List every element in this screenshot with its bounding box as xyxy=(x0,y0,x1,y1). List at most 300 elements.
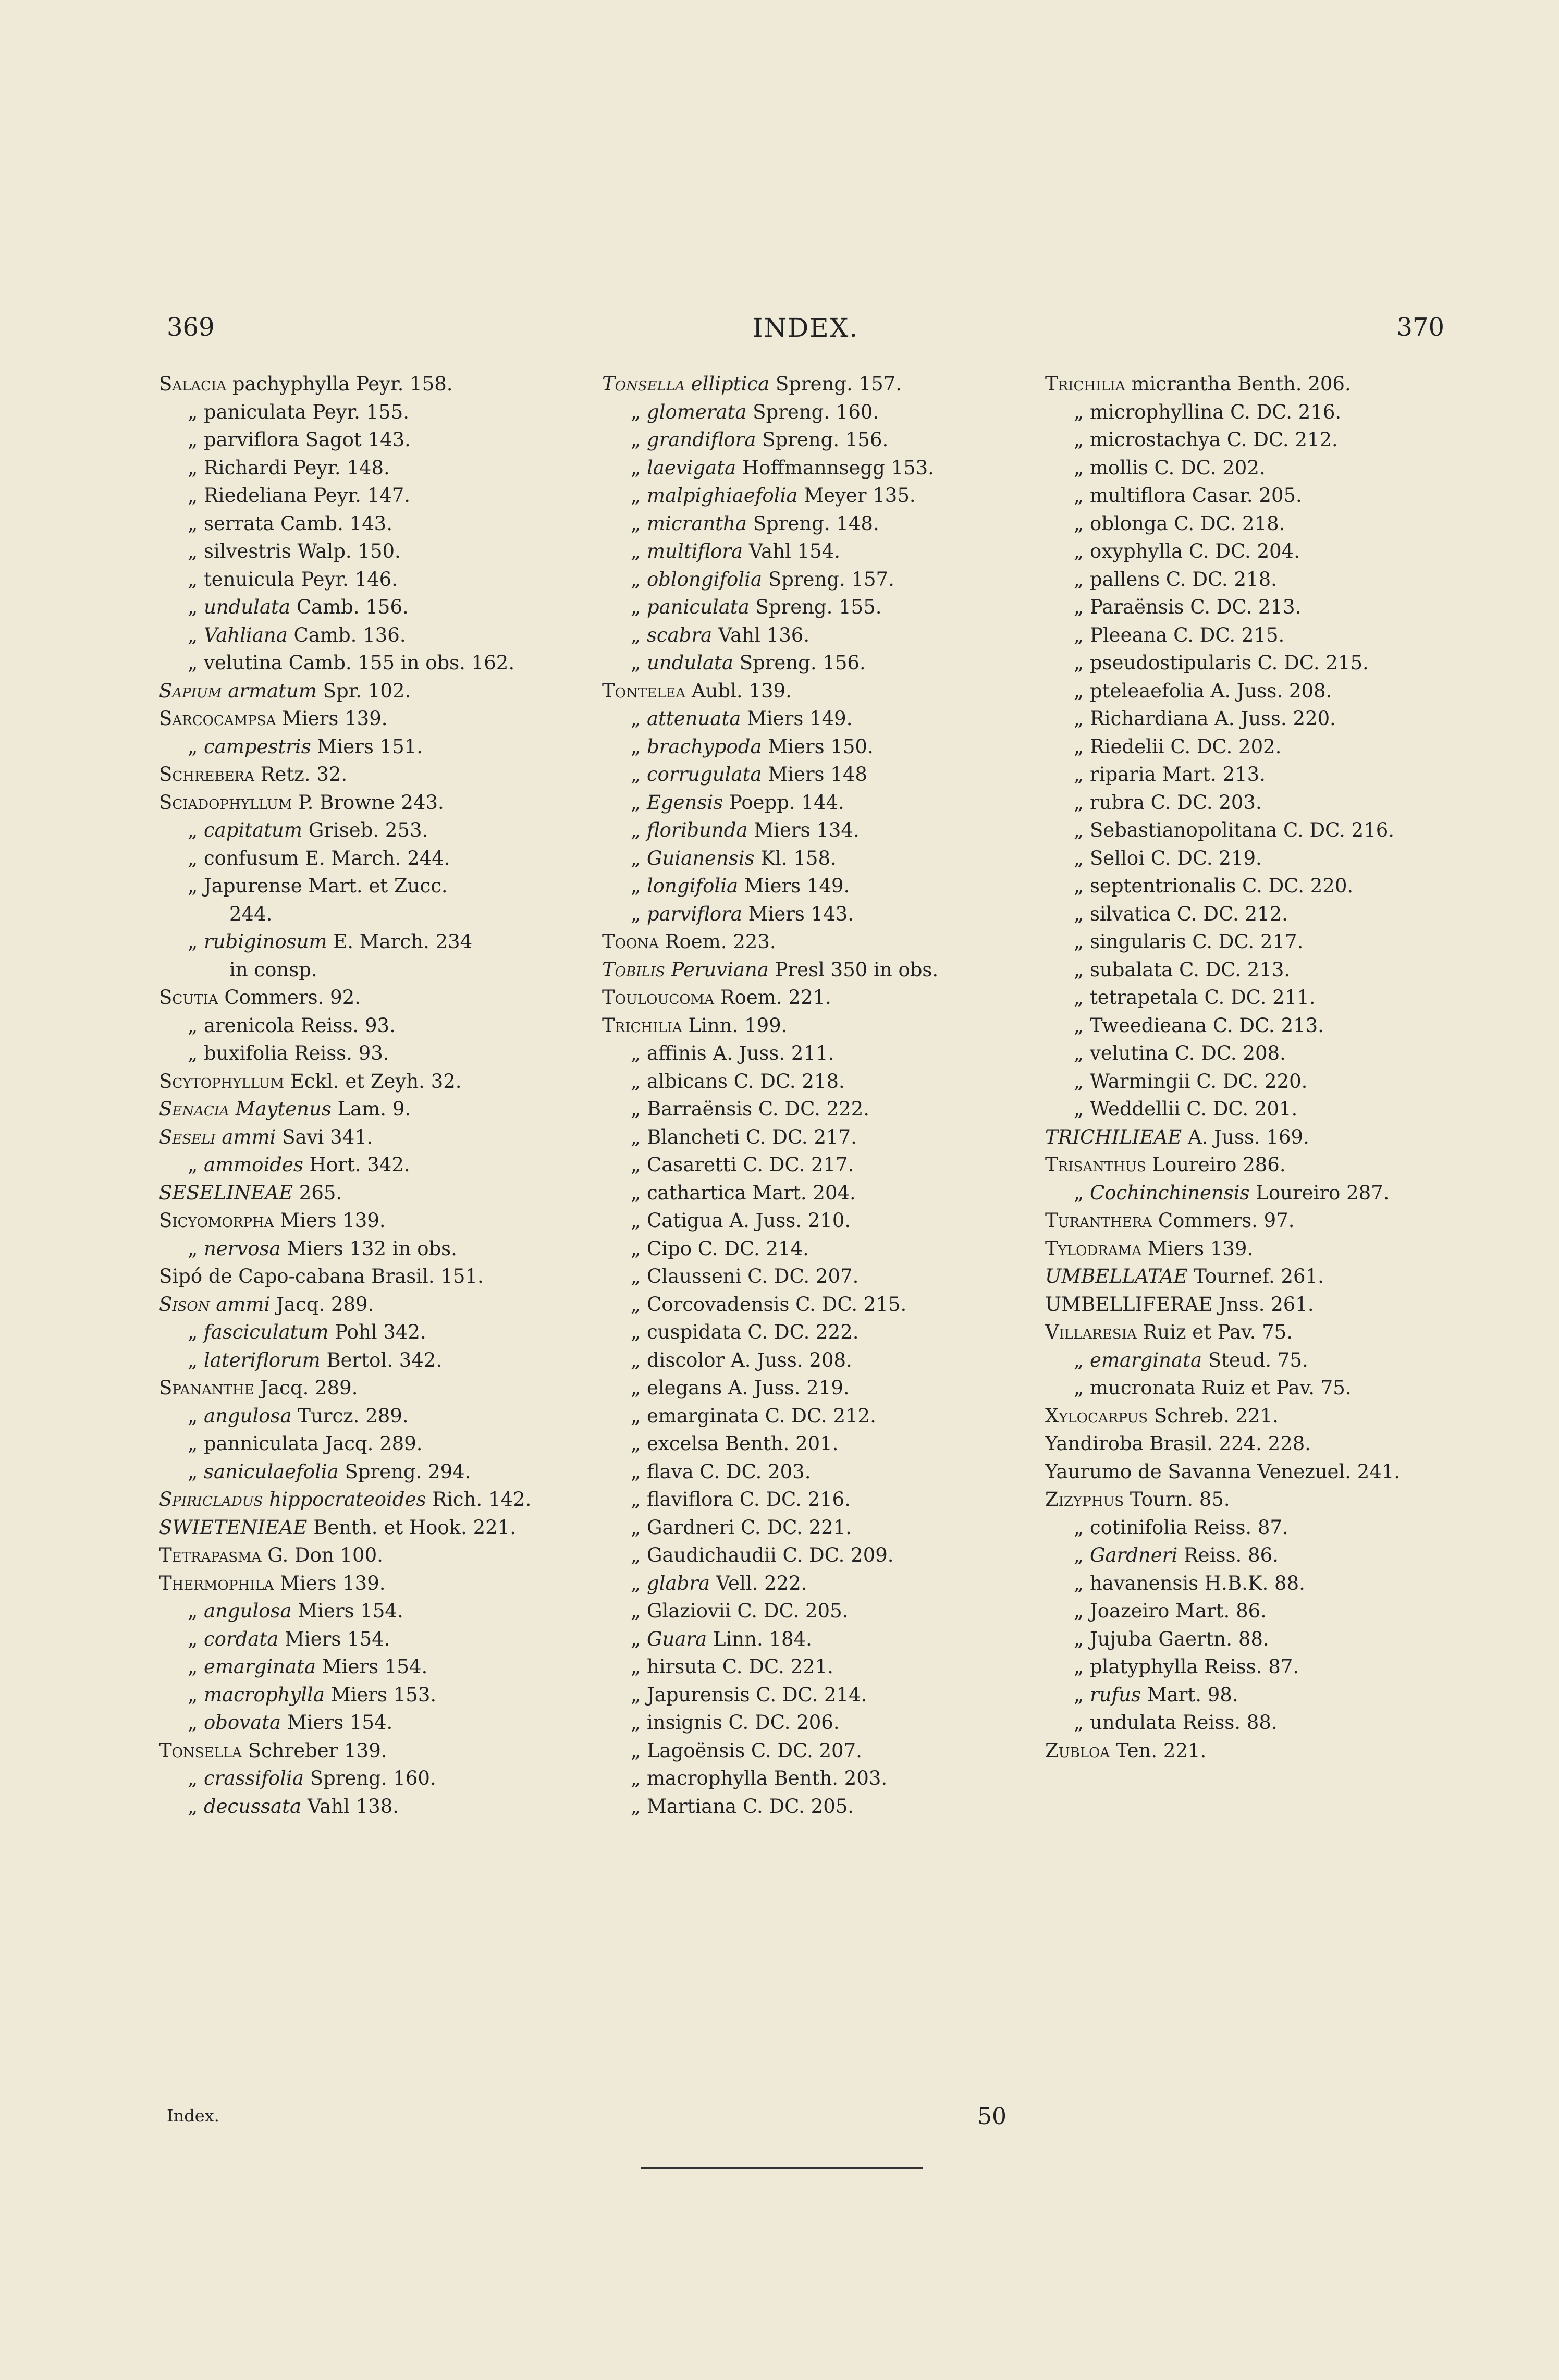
entry-text: Miers 154. xyxy=(285,1627,390,1650)
ditto-mark: „ xyxy=(631,1795,647,1818)
entry-text: P. Browne 243. xyxy=(298,791,444,814)
ditto-mark: „ xyxy=(188,652,204,674)
ditto-mark: „ xyxy=(1074,735,1090,758)
entry-text: velutina C. DC. 208. xyxy=(1089,1042,1286,1064)
entry-text: Ruiz et Pav. 75. xyxy=(1143,1321,1293,1343)
entry-text: Commers. 97. xyxy=(1158,1209,1295,1232)
ditto-mark: „ xyxy=(188,540,204,562)
italic-name: emarginata xyxy=(1089,1348,1202,1371)
italic-name: emarginata xyxy=(203,1655,316,1678)
italic-name: Gardneri xyxy=(1089,1544,1178,1566)
index-entry xyxy=(1045,1625,1472,1653)
entry-text: platyphylla Reiss. 87. xyxy=(1089,1655,1299,1678)
genus-name: Schrebera xyxy=(159,763,254,786)
index-entry xyxy=(602,1681,1029,1709)
italic-name: laevigata xyxy=(646,456,736,479)
entry-text: Miers 139. xyxy=(1147,1237,1254,1260)
index-entry xyxy=(602,705,1029,733)
entry-text: oxyphylla C. DC. 204. xyxy=(1089,540,1300,562)
entry-text: Spreng. 160. xyxy=(753,400,879,423)
entry-text: cotinifolia Reiss. 87. xyxy=(1089,1516,1288,1539)
entry-text: Warmingii C. DC. 220. xyxy=(1089,1070,1308,1093)
index-entry xyxy=(602,1514,1029,1542)
ditto-mark: „ xyxy=(1074,1544,1090,1566)
ditto-mark: „ xyxy=(631,1739,647,1762)
italic-name: Maytenus xyxy=(235,1098,332,1120)
index-entry xyxy=(159,1458,586,1486)
entry-text: Gaudichaudii C. DC. 209. xyxy=(646,1544,894,1566)
genus-name: Turanthera xyxy=(1045,1209,1152,1232)
footer-page-number: 50 xyxy=(977,2103,1006,2130)
ditto-mark: „ xyxy=(1074,930,1090,953)
ditto-mark: „ xyxy=(1074,1070,1090,1093)
genus-name: Touloucoma xyxy=(602,986,715,1009)
italic-name: Cochinchinensis xyxy=(1089,1181,1250,1204)
entry-text: affinis A. Juss. 211. xyxy=(646,1042,834,1064)
index-column-2 xyxy=(602,370,1029,1820)
entry-text: elegans A. Juss. 219. xyxy=(646,1377,850,1399)
entry-text: Miers 154. xyxy=(287,1711,393,1734)
entry-text: UMBELLIFERAE Jnss. 261. xyxy=(1045,1293,1314,1316)
genus-name: Spiricladus xyxy=(159,1488,263,1511)
genus-name: Thermophila xyxy=(159,1572,274,1594)
ditto-mark: „ xyxy=(188,1683,204,1706)
italic-name: Egensis xyxy=(646,791,723,814)
index-entry xyxy=(1045,816,1472,844)
entry-text: Savi 341. xyxy=(282,1125,373,1148)
index-entry xyxy=(159,816,586,844)
entry-text: Glaziovii C. DC. 205. xyxy=(646,1600,849,1622)
italic-name: SWIETENIEAE xyxy=(159,1516,308,1539)
italic-name: corrugulata xyxy=(646,763,762,786)
ditto-mark: „ xyxy=(631,1154,647,1176)
index-entry xyxy=(602,370,1029,398)
italic-name: saniculaefolia xyxy=(203,1460,339,1483)
index-entry xyxy=(1045,398,1472,426)
index-entry xyxy=(602,1151,1029,1179)
entry-text: discolor A. Juss. 208. xyxy=(646,1348,852,1371)
ditto-mark: „ xyxy=(631,707,647,730)
italic-name: fasciculatum xyxy=(203,1321,329,1343)
entry-text: rubra C. DC. 203. xyxy=(1089,791,1262,814)
index-entry xyxy=(159,733,586,761)
entry-text: Blancheti C. DC. 217. xyxy=(646,1125,857,1148)
entry-text: A. Juss. 169. xyxy=(1188,1125,1309,1148)
index-entry xyxy=(159,844,586,873)
ditto-mark: „ xyxy=(1074,1348,1090,1371)
index-entry xyxy=(159,1653,586,1681)
ditto-mark: „ xyxy=(1074,958,1090,981)
index-entry xyxy=(602,398,1029,426)
entry-text: hirsuta C. DC. 221. xyxy=(646,1655,833,1678)
entry-text: Bertol. 342. xyxy=(326,1348,443,1371)
entry-text: Schreber 139. xyxy=(248,1739,387,1762)
index-entry xyxy=(602,1346,1029,1375)
index-entry xyxy=(159,956,586,984)
index-entry xyxy=(602,1486,1029,1514)
ditto-mark: „ xyxy=(188,875,204,897)
index-entry xyxy=(1045,844,1472,873)
entry-text: Richardi Peyr. 148. xyxy=(203,456,390,479)
entry-text: Spreng. 156. xyxy=(762,428,889,451)
italic-name: ammoides xyxy=(203,1154,303,1176)
index-entry xyxy=(159,1402,586,1430)
index-entry xyxy=(1045,1709,1472,1737)
index-entry xyxy=(1045,677,1472,705)
ditto-mark: „ xyxy=(1074,484,1090,507)
ditto-mark: „ xyxy=(188,1237,204,1260)
entry-text: Camb. 156. xyxy=(296,596,409,618)
entry-text: parviflora Sagot 143. xyxy=(203,428,411,451)
ditto-mark: „ xyxy=(188,400,204,423)
index-entry xyxy=(1045,1012,1472,1040)
entry-text: Linn. 199. xyxy=(688,1014,788,1037)
index-entry xyxy=(602,1374,1029,1402)
index-entry xyxy=(159,1541,586,1569)
index-entry xyxy=(159,1262,586,1291)
ditto-mark: „ xyxy=(188,930,204,953)
ditto-mark: „ xyxy=(1074,540,1090,562)
ditto-mark: „ xyxy=(1074,679,1090,702)
index-entry xyxy=(1045,1095,1472,1123)
index-entry xyxy=(602,1737,1029,1765)
genus-name: Scytophyllum xyxy=(159,1070,285,1093)
index-entry xyxy=(1045,928,1472,956)
ditto-mark: „ xyxy=(631,1683,647,1706)
entry-text: Jujuba Gaertn. 88. xyxy=(1089,1627,1269,1650)
entry-text: Benth. et Hook. 221. xyxy=(313,1516,516,1539)
entry-text: Japurensis C. DC. 214. xyxy=(646,1683,867,1706)
index-entry xyxy=(602,1458,1029,1486)
italic-name: parviflora xyxy=(646,902,742,925)
ditto-mark: „ xyxy=(1074,902,1090,925)
entry-text: Miers 139. xyxy=(280,1209,386,1232)
entry-text: Miers 154. xyxy=(298,1600,403,1622)
index-entry xyxy=(1045,537,1472,566)
ditto-mark: „ xyxy=(188,1600,204,1622)
ditto-mark: „ xyxy=(188,735,204,758)
index-entry xyxy=(1045,956,1472,984)
ditto-mark: „ xyxy=(1074,1711,1090,1734)
index-entry xyxy=(159,1681,586,1709)
entry-text: Roem. 223. xyxy=(665,930,776,953)
genus-name: Tobilis xyxy=(602,958,665,981)
ditto-mark: „ xyxy=(188,1711,204,1734)
entry-text: Jacq. 289. xyxy=(276,1293,374,1316)
entry-text: Tournef. 261. xyxy=(1194,1265,1324,1287)
index-entry xyxy=(1045,1486,1472,1514)
entry-text: macrophylla Benth. 203. xyxy=(646,1767,888,1789)
entry-text: subalata C. DC. 213. xyxy=(1089,958,1291,981)
ditto-mark: „ xyxy=(631,1767,647,1789)
entry-text: riparia Mart. 213. xyxy=(1089,763,1266,786)
entry-text: Eckl. et Zeyh. 32. xyxy=(290,1070,462,1093)
italic-name: nervosa xyxy=(203,1237,281,1260)
entry-text: Jacq. 289. xyxy=(260,1377,358,1399)
entry-text: Retz. 32. xyxy=(260,763,348,786)
index-entry xyxy=(602,1012,1029,1040)
ditto-mark: „ xyxy=(631,540,647,562)
entry-text: serrata Camb. 143. xyxy=(203,512,392,535)
footer-divider xyxy=(641,2167,923,2169)
entry-text: Miers 151. xyxy=(317,735,423,758)
genus-name: Trichilia xyxy=(1045,373,1125,395)
ditto-mark: „ xyxy=(631,763,647,786)
index-entry xyxy=(602,984,1029,1012)
entry-text: Pleeana C. DC. 215. xyxy=(1089,623,1285,646)
ditto-mark: „ xyxy=(631,1293,647,1316)
entry-text: Lagoënsis C. DC. 207. xyxy=(646,1739,862,1762)
index-columns xyxy=(159,370,1452,1882)
index-entry xyxy=(159,1123,586,1151)
ditto-mark: „ xyxy=(188,512,204,535)
genus-name: Xylocarpus xyxy=(1045,1404,1148,1427)
ditto-mark: „ xyxy=(1074,623,1090,646)
ditto-mark: „ xyxy=(631,400,647,423)
entry-text: Meyer 135. xyxy=(804,484,916,507)
ditto-mark: „ xyxy=(188,1460,204,1483)
entry-text: silvestris Walp. 150. xyxy=(203,540,401,562)
entry-text: cathartica Mart. 204. xyxy=(646,1181,856,1204)
entry-text: 265. xyxy=(299,1181,342,1204)
index-entry xyxy=(159,928,586,956)
index-entry xyxy=(1045,1346,1472,1375)
ditto-mark: „ xyxy=(631,1516,647,1539)
index-entry xyxy=(1045,760,1472,789)
entry-text: pallens C. DC. 218. xyxy=(1089,568,1277,591)
entry-text: Riedelii C. DC. 202. xyxy=(1089,735,1282,758)
index-entry xyxy=(602,956,1029,984)
ditto-mark: „ xyxy=(631,1265,647,1287)
ditto-mark: „ xyxy=(188,596,204,618)
italic-name: cordata xyxy=(203,1627,279,1650)
entry-text: Miers 134. xyxy=(754,819,860,841)
index-entry xyxy=(1045,1737,1472,1765)
entry-text: arenicola Reiss. 93. xyxy=(203,1014,396,1037)
ditto-mark: „ xyxy=(188,456,204,479)
entry-text: Aubl. 139. xyxy=(691,679,792,702)
entry-text: Catigua A. Juss. 210. xyxy=(646,1209,851,1232)
entry-text: confusum E. March. 244. xyxy=(203,847,450,869)
index-entry xyxy=(159,1151,586,1179)
index-entry xyxy=(1045,1569,1472,1598)
genus-name: Sison xyxy=(159,1293,210,1316)
entry-text: Miers 153. xyxy=(330,1683,437,1706)
ditto-mark: „ xyxy=(1074,512,1090,535)
ditto-mark: „ xyxy=(631,652,647,674)
index-entry xyxy=(602,510,1029,538)
ditto-mark: „ xyxy=(631,735,647,758)
footer-label: Index. xyxy=(167,2106,219,2126)
italic-name: Guianensis xyxy=(646,847,755,869)
ditto-mark: „ xyxy=(1074,986,1090,1009)
entry-text: singularis C. DC. 217. xyxy=(1089,930,1304,953)
entry-text: velutina Camb. 155 in obs. 162. xyxy=(203,652,515,674)
entry-text: Camb. 136. xyxy=(293,623,406,646)
ditto-mark: „ xyxy=(188,1404,204,1427)
italic-name: Peruviana xyxy=(671,958,769,981)
entry-text: Spreng. 157. xyxy=(768,568,894,591)
ditto-mark: „ xyxy=(631,1098,647,1120)
ditto-mark: „ xyxy=(631,847,647,869)
entry-text: in consp. xyxy=(229,958,317,981)
ditto-mark: „ xyxy=(631,623,647,646)
index-entry xyxy=(159,789,586,817)
entry-text: insignis C. DC. 206. xyxy=(646,1711,840,1734)
index-entry xyxy=(602,1318,1029,1346)
italic-name: UMBELLATAE xyxy=(1045,1265,1188,1287)
ditto-mark: „ xyxy=(1074,1683,1090,1706)
index-entry xyxy=(159,900,586,928)
entry-text: Miers 148 xyxy=(768,763,867,786)
ditto-mark: „ xyxy=(1074,1516,1090,1539)
index-entry xyxy=(602,566,1029,594)
entry-text: Weddellii C. DC. 201. xyxy=(1089,1098,1298,1120)
ditto-mark: „ xyxy=(631,1181,647,1204)
italic-name: rufus xyxy=(1089,1683,1141,1706)
index-column-3 xyxy=(1045,370,1472,1764)
index-entry xyxy=(1045,1235,1472,1263)
index-entry xyxy=(1045,1318,1472,1346)
entry-text: Martiana C. DC. 205. xyxy=(646,1795,854,1818)
index-entry xyxy=(159,1095,586,1123)
page-title: INDEX. xyxy=(752,313,859,343)
ditto-mark: „ xyxy=(631,875,647,897)
index-entry xyxy=(1045,733,1472,761)
italic-name: crassifolia xyxy=(203,1767,304,1789)
entry-text: Sebastianopolitana C. DC. 216. xyxy=(1089,819,1395,841)
ditto-mark: „ xyxy=(631,1572,647,1594)
index-entry xyxy=(159,1569,586,1598)
ditto-mark: „ xyxy=(188,1154,204,1176)
index-entry xyxy=(1045,1514,1472,1542)
index-entry xyxy=(159,1430,586,1458)
page-header xyxy=(167,313,1444,344)
ditto-mark: „ xyxy=(188,484,204,507)
ditto-mark: „ xyxy=(1074,791,1090,814)
genus-name: Tylodrama xyxy=(1045,1237,1142,1260)
index-entry xyxy=(159,510,586,538)
entry-text: Vahl 138. xyxy=(307,1795,399,1818)
ditto-mark: „ xyxy=(188,568,204,591)
genus-name: Tonsella xyxy=(602,373,685,395)
ditto-mark: „ xyxy=(188,1042,204,1064)
italic-name: malpighiaefolia xyxy=(646,484,798,507)
entry-text: microphyllina C. DC. 216. xyxy=(1089,400,1342,423)
italic-name: TRICHILIEAE xyxy=(1045,1125,1182,1148)
entry-text: flava C. DC. 203. xyxy=(646,1460,811,1483)
entry-text: Lam. 9. xyxy=(337,1098,411,1120)
entry-text: mollis C. DC. 202. xyxy=(1089,456,1266,479)
entry-text: Pohl 342. xyxy=(335,1321,426,1343)
ditto-mark: „ xyxy=(1074,1042,1090,1064)
entry-text: Poepp. 144. xyxy=(729,791,844,814)
ditto-mark: „ xyxy=(631,1404,647,1427)
entry-text: E. March. 234 xyxy=(333,930,473,953)
ditto-mark: „ xyxy=(188,1795,204,1818)
entry-text: Miers 139. xyxy=(280,1572,386,1594)
genus-name: Tontelea xyxy=(602,679,686,702)
index-entry xyxy=(602,1569,1029,1598)
italic-name: lateriflorum xyxy=(203,1348,321,1371)
ditto-mark: „ xyxy=(631,1125,647,1148)
entry-text: Steud. 75. xyxy=(1208,1348,1308,1371)
entry-text: Miers 143. xyxy=(748,902,854,925)
index-entry xyxy=(1045,1541,1472,1569)
index-entry xyxy=(159,1068,586,1096)
index-entry xyxy=(1045,482,1472,510)
entry-text: Miers 139. xyxy=(282,707,388,730)
italic-name: micrantha xyxy=(646,512,747,535)
entry-text: Japurense Mart. et Zucc. xyxy=(203,875,448,897)
index-entry xyxy=(159,1764,586,1793)
entry-text: flaviflora C. DC. 216. xyxy=(646,1488,851,1511)
genus-name: Sapium xyxy=(159,679,222,702)
ditto-mark: „ xyxy=(188,428,204,451)
entry-text: Spreng. 156. xyxy=(739,652,866,674)
index-entry xyxy=(1045,649,1472,677)
ditto-mark: „ xyxy=(1074,847,1090,869)
genus-name: Scutia xyxy=(159,986,218,1009)
ditto-mark: „ xyxy=(631,819,647,841)
entry-text: Ten. 221. xyxy=(1115,1739,1207,1762)
ditto-mark: „ xyxy=(631,1070,647,1093)
index-entry xyxy=(602,1402,1029,1430)
entry-text: Vahl 154. xyxy=(748,540,841,562)
genus-name: Zizyphus xyxy=(1045,1488,1124,1511)
genus-name: Sciadophyllum xyxy=(159,791,292,814)
genus-name: Seseli xyxy=(159,1125,216,1148)
italic-name: SESELINEAE xyxy=(159,1181,293,1204)
index-entry xyxy=(602,677,1029,705)
index-entry xyxy=(159,566,586,594)
entry-text: Turcz. 289. xyxy=(298,1404,409,1427)
index-entry xyxy=(602,816,1029,844)
index-entry xyxy=(1045,510,1472,538)
index-entry xyxy=(602,1541,1029,1569)
index-entry xyxy=(602,844,1029,873)
italic-name: obovata xyxy=(203,1711,281,1734)
ditto-mark: „ xyxy=(188,623,204,646)
entry-text: Presl 350 in obs. xyxy=(775,958,939,981)
index-entry xyxy=(1045,1458,1472,1486)
index-entry xyxy=(159,621,586,649)
ditto-mark: „ xyxy=(1074,1600,1090,1622)
italic-name: elliptica xyxy=(691,373,770,395)
index-entry xyxy=(159,705,586,733)
ditto-mark: „ xyxy=(631,428,647,451)
entry-text: micrantha Benth. 206. xyxy=(1131,373,1351,395)
index-entry xyxy=(602,1179,1029,1207)
entry-text: tenuicula Peyr. 146. xyxy=(203,568,398,591)
genus-name: Salacia xyxy=(159,373,227,395)
ditto-mark: „ xyxy=(1074,707,1090,730)
italic-name: brachypoda xyxy=(646,735,762,758)
index-entry xyxy=(602,1095,1029,1123)
ditto-mark: „ xyxy=(1074,1098,1090,1120)
ditto-mark: „ xyxy=(631,1544,647,1566)
index-entry xyxy=(159,1737,586,1765)
italic-name: longifolia xyxy=(646,875,739,897)
index-entry xyxy=(602,1764,1029,1793)
index-entry xyxy=(159,1597,586,1625)
index-entry xyxy=(602,1709,1029,1737)
index-entry xyxy=(1045,705,1472,733)
entry-text: Clausseni C. DC. 207. xyxy=(646,1265,859,1287)
index-entry xyxy=(1045,370,1472,398)
ditto-mark: „ xyxy=(631,456,647,479)
index-entry xyxy=(159,1179,586,1207)
